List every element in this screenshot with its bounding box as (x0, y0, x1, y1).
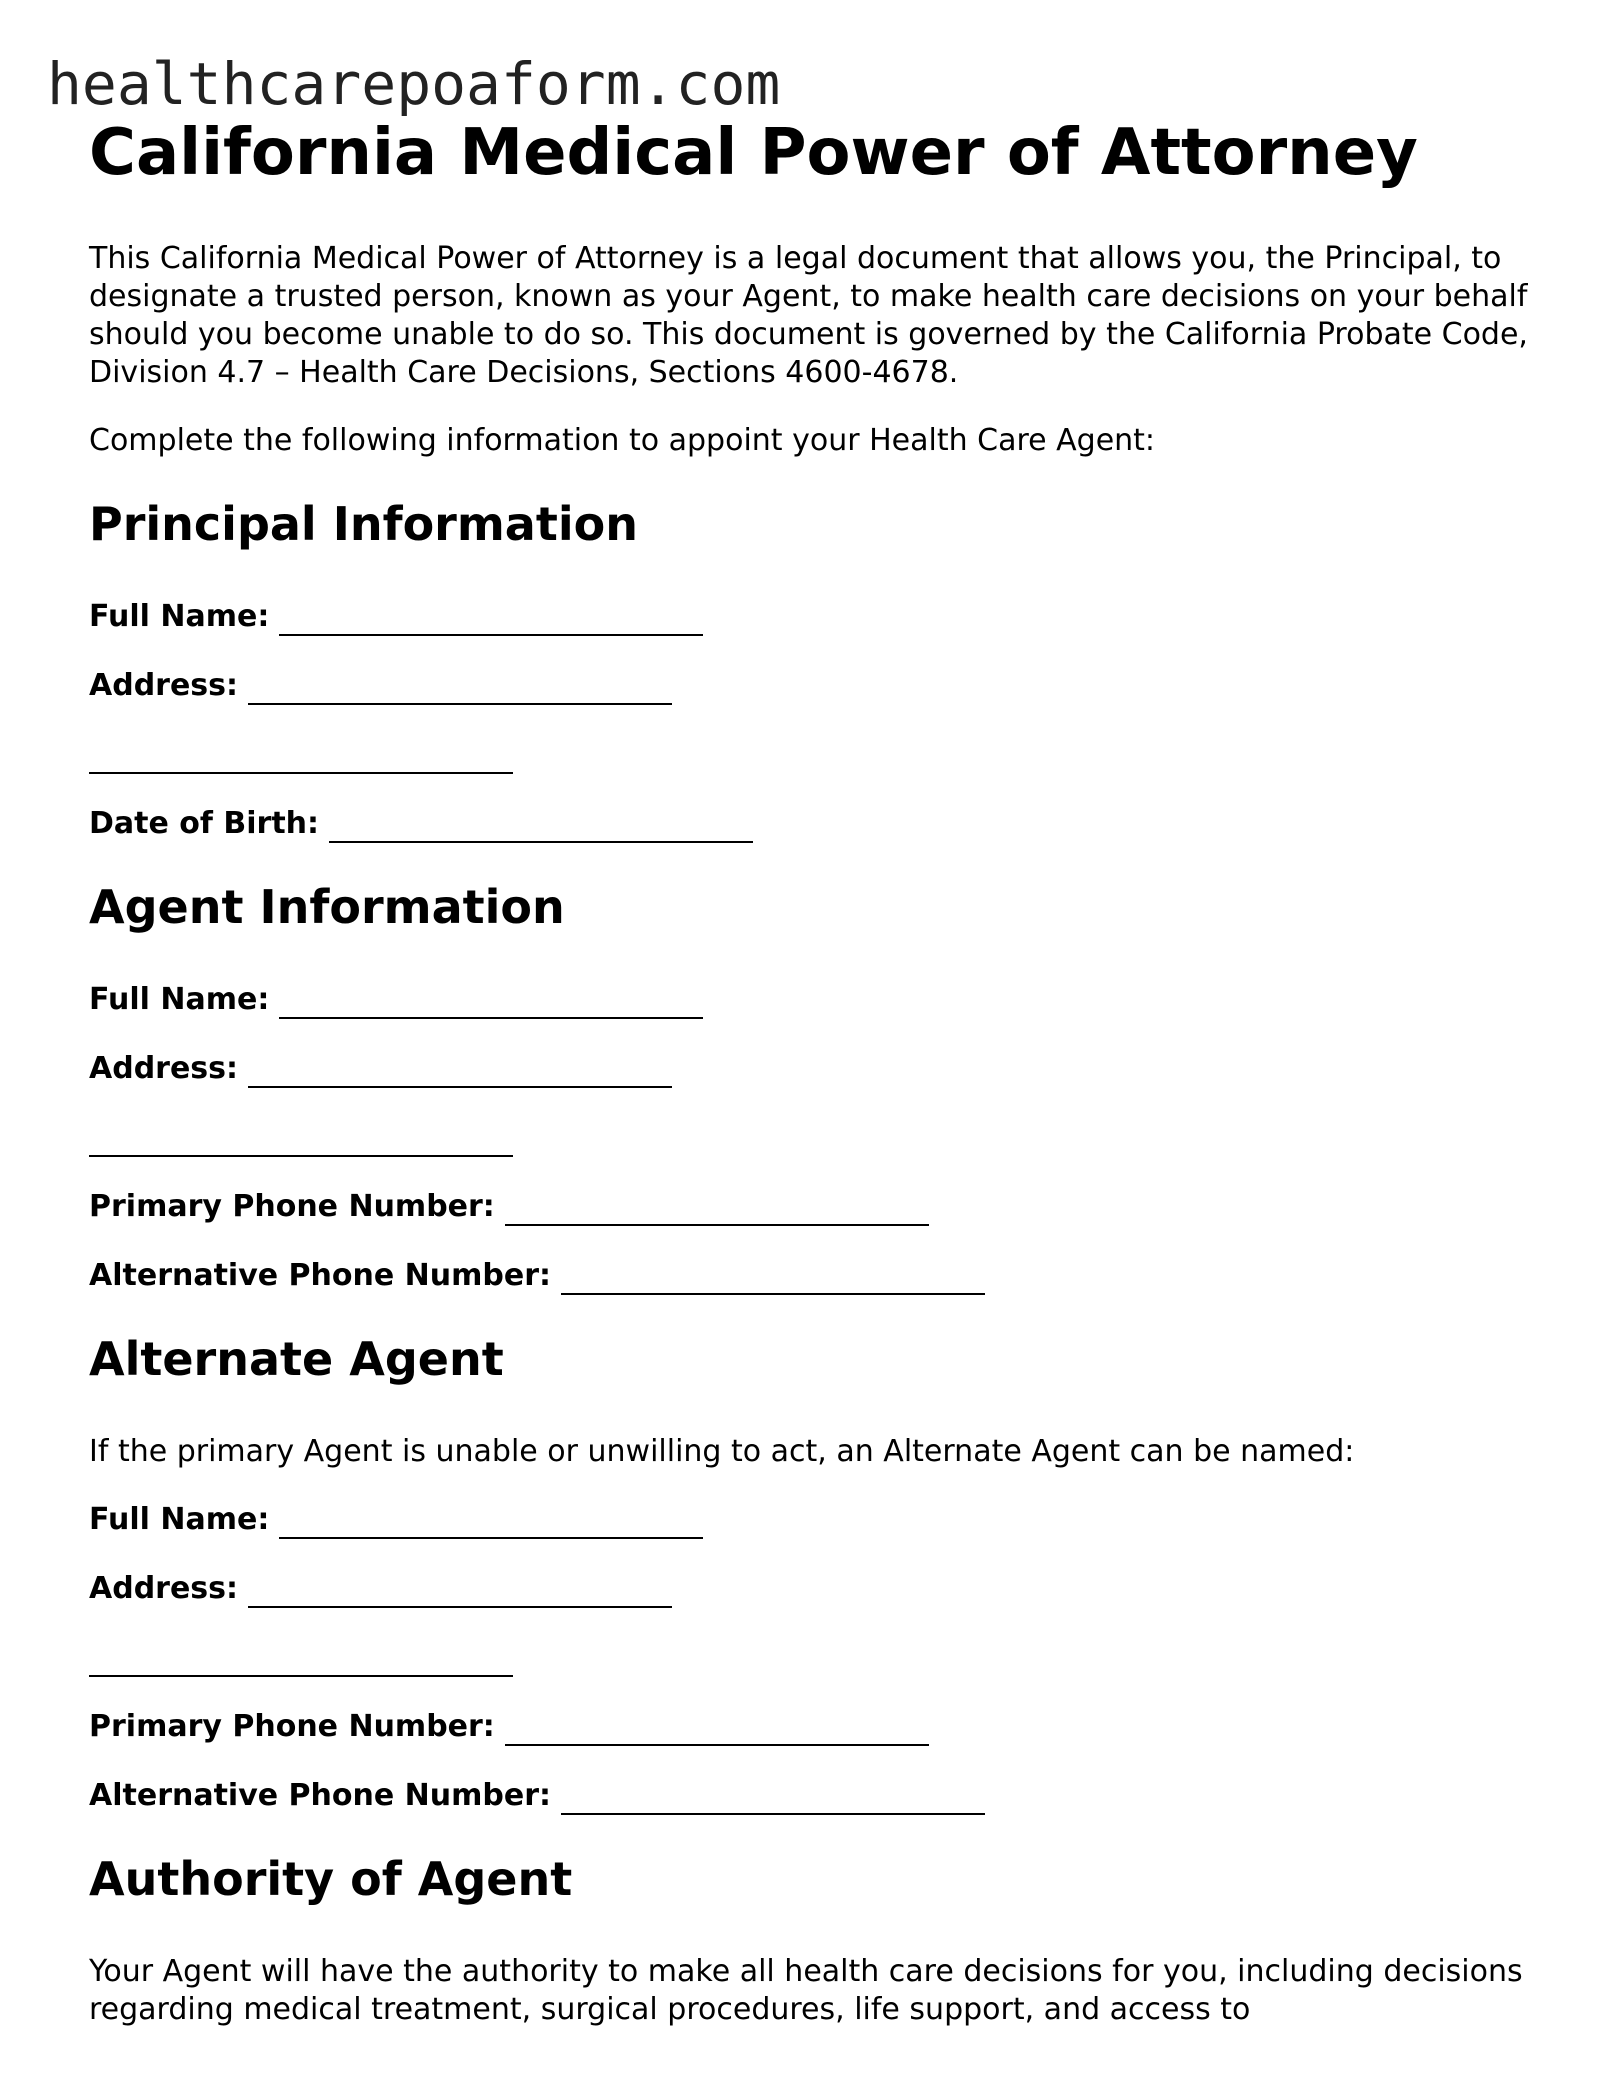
agent-full-name-blank[interactable] (279, 987, 703, 1019)
principal-address-label: Address: (89, 668, 239, 703)
principal-address-line-2[interactable] (89, 736, 513, 774)
agent-alt-phone-field (89, 1257, 1529, 1295)
agent-address-blank[interactable] (248, 1056, 672, 1088)
agent-heading: Agent Information (89, 880, 565, 934)
alternate-address-line-2[interactable] (89, 1639, 513, 1677)
principal-dob-label: Date of Birth: (89, 806, 320, 841)
alternate-full-name-label: Full Name: (89, 1502, 270, 1537)
agent-alt-phone-label: Alternative Phone Number: (89, 1258, 551, 1293)
document-body (89, 112, 1529, 2029)
authority-heading: Authority of Agent (89, 1852, 573, 1906)
alternate-alt-phone-field (89, 1777, 1529, 1815)
principal-heading: Principal Information (89, 497, 638, 551)
alternate-note: If the primary Agent is unable or unwilling to act, an Alternate Agent can be named: (89, 1434, 1355, 1469)
alternate-address-blank[interactable] (248, 1576, 672, 1608)
site-watermark: healthcarepoaform.com (47, 50, 781, 118)
agent-full-name-field (89, 981, 1529, 1019)
principal-dob-blank[interactable] (329, 811, 753, 843)
principal-address-blank[interactable] (248, 673, 672, 705)
alternate-alt-phone-label: Alternative Phone Number: (89, 1778, 551, 1813)
agent-alt-phone-blank[interactable] (561, 1263, 985, 1295)
document-title: California Medical Power of Attorney (89, 116, 1418, 190)
principal-full-name-blank[interactable] (279, 604, 703, 636)
agent-primary-phone-blank[interactable] (505, 1194, 929, 1226)
principal-full-name-field (89, 598, 1529, 636)
authority-paragraph: Your Agent will have the authority to make all health care decisions for you, including decisions regarding medical treatment, surgical procedures, life support, and access to (89, 1954, 1523, 2027)
alternate-full-name-blank[interactable] (279, 1507, 703, 1539)
alternate-primary-phone-field (89, 1708, 1529, 1746)
alternate-primary-phone-label: Primary Phone Number: (89, 1709, 495, 1744)
alternate-address-field (89, 1570, 1529, 1608)
alternate-full-name-field (89, 1501, 1529, 1539)
principal-address-field (89, 667, 1529, 705)
alternate-address-label: Address: (89, 1571, 239, 1606)
principal-dob-field (89, 805, 1529, 843)
agent-address-line-2[interactable] (89, 1119, 513, 1157)
agent-address-label: Address: (89, 1051, 239, 1086)
alternate-heading: Alternate Agent (89, 1332, 504, 1386)
agent-address-field (89, 1050, 1529, 1088)
agent-primary-phone-field (89, 1188, 1529, 1226)
principal-full-name-label: Full Name: (89, 599, 270, 634)
agent-full-name-label: Full Name: (89, 982, 270, 1017)
intro-paragraph: This California Medical Power of Attorney is a legal document that allows you, the Principal, to designate a trusted person, known as your Agent, to make health care decisions on your behalf should you become unable to do so. This document is governed by the California Probate Code, Division 4.7 – Health Care Decisions, Sections 4600-4678. (89, 241, 1528, 390)
alternate-primary-phone-blank[interactable] (505, 1714, 929, 1746)
alternate-alt-phone-blank[interactable] (561, 1783, 985, 1815)
agent-primary-phone-label: Primary Phone Number: (89, 1189, 495, 1224)
lead-paragraph: Complete the following information to appoint your Health Care Agent: (89, 423, 1156, 458)
